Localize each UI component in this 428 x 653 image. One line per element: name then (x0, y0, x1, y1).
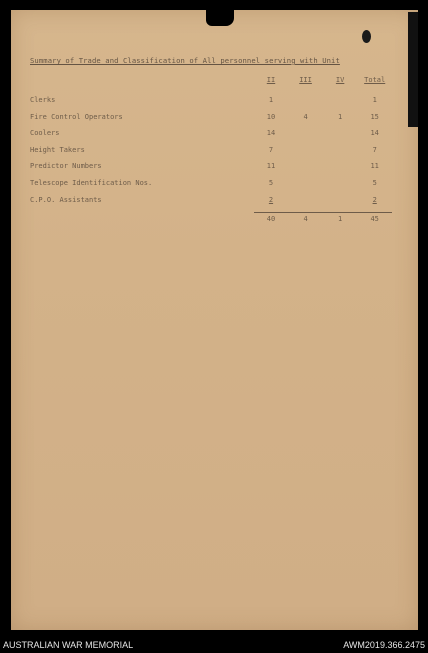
row-value (323, 96, 358, 113)
punch-hole (362, 30, 371, 43)
row-value (323, 129, 358, 146)
table-row (30, 162, 392, 179)
column-header: III (299, 76, 312, 84)
row-value: 1 (372, 96, 377, 104)
archive-reference: AWM2019.366.2475 (343, 640, 425, 650)
document-title: Summary of Trade and Classification of All personnel serving with Unit (30, 56, 340, 65)
column-header: Total (364, 76, 386, 84)
table-row (30, 146, 392, 163)
row-value: 5 (372, 178, 377, 187)
totals-row (30, 213, 392, 232)
row-value (288, 146, 323, 163)
row-value (323, 179, 358, 196)
table-header-row (30, 76, 392, 96)
row-value (323, 196, 358, 213)
row-value: 14 (266, 129, 276, 138)
torn-edge (408, 12, 418, 127)
row-value: 5 (268, 178, 274, 187)
row-value: 14 (370, 129, 379, 138)
table-row (30, 96, 392, 113)
row-value: 15 (370, 112, 379, 121)
total-value: 4 (288, 213, 323, 232)
row-value (288, 96, 323, 113)
total-value: 45 (357, 213, 392, 232)
category-header (30, 76, 254, 96)
torn-edge (206, 10, 234, 26)
row-value: 2 (372, 195, 377, 204)
table-row (30, 196, 392, 213)
row-category: C.P.O. Assistants (30, 195, 102, 204)
typed-document (30, 56, 392, 232)
row-value (288, 129, 323, 146)
row-category: Fire Control Operators (30, 112, 123, 121)
table-row (30, 179, 392, 196)
row-category: Clerks (30, 96, 56, 104)
row-value (288, 162, 323, 179)
row-value: 4 (303, 112, 308, 121)
row-value: 11 (370, 162, 379, 171)
row-value (323, 162, 358, 179)
row-category: Coolers (30, 129, 60, 138)
row-value: 11 (266, 162, 276, 171)
row-value (323, 146, 358, 163)
row-value: 10 (266, 112, 276, 121)
column-header: IV (335, 76, 345, 84)
row-value: 7 (372, 145, 377, 154)
summary-table (30, 76, 392, 232)
column-header: II (266, 76, 276, 84)
row-value: 7 (268, 145, 274, 154)
table-row (30, 113, 392, 130)
row-category: Height Takers (30, 145, 85, 154)
row-value: 1 (338, 112, 343, 121)
total-value: 1 (323, 213, 358, 232)
row-value (288, 179, 323, 196)
row-category: Predictor Numbers (30, 162, 102, 171)
archive-credit: AUSTRALIAN WAR MEMORIAL (3, 640, 134, 650)
table-row (30, 129, 392, 146)
totals-label (30, 213, 254, 232)
row-value (288, 196, 323, 213)
total-value: 40 (254, 213, 289, 232)
row-value: 1 (268, 96, 274, 104)
row-category: Telescope Identification Nos. (30, 178, 153, 187)
row-value: 2 (268, 195, 274, 204)
